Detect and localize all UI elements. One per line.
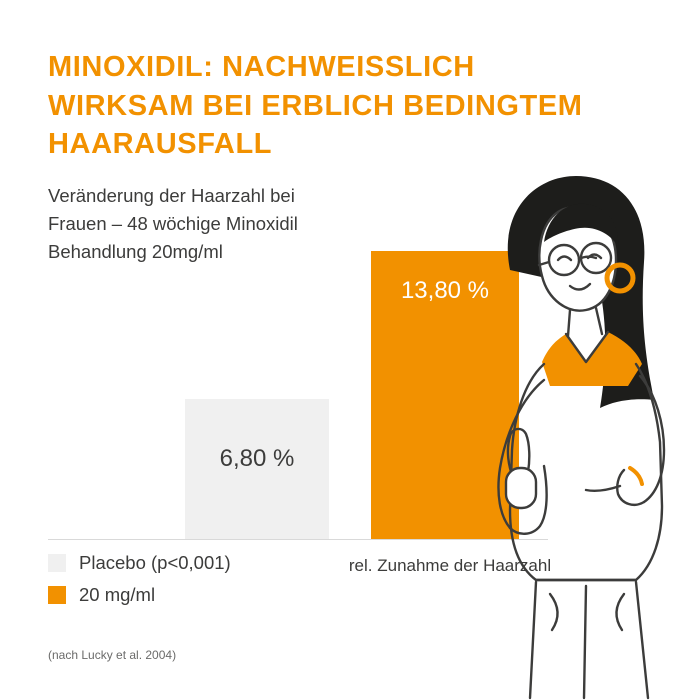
legend-label-placebo: Placebo (p<0,001) [79,551,231,573]
chart-legend [48,552,348,616]
bar-placebo [185,399,329,539]
axis-caption: rel. Zunahme der Haarzahl [348,556,552,575]
legend-label-minoxidil: 20 mg/ml [79,583,156,605]
bar-minoxidil-value: 13,80 % [400,277,490,304]
legend-swatch-minoxidil [48,586,66,604]
legend-item-minoxidil [48,584,348,606]
legend-swatch-placebo [48,554,66,572]
bar-placebo-value: 6,80 % [219,445,295,472]
chart-baseline [48,539,548,540]
bar-minoxidil [371,251,519,539]
source-note: (nach Lucky et al. 2004) [48,648,177,662]
chart-subtitle: Veränderung der Haarzahl bei Frauen – 48 wöchige Minoxidil Behandlung 20mg/ml [48,185,298,263]
bar-chart [48,236,652,540]
legend-item-placebo [48,552,348,574]
page-title: MINOXIDIL: NACHWEISSLICH WIRKSAM BEI ERBLICH BEDINGTEM HAARAUSFALL [48,51,583,161]
